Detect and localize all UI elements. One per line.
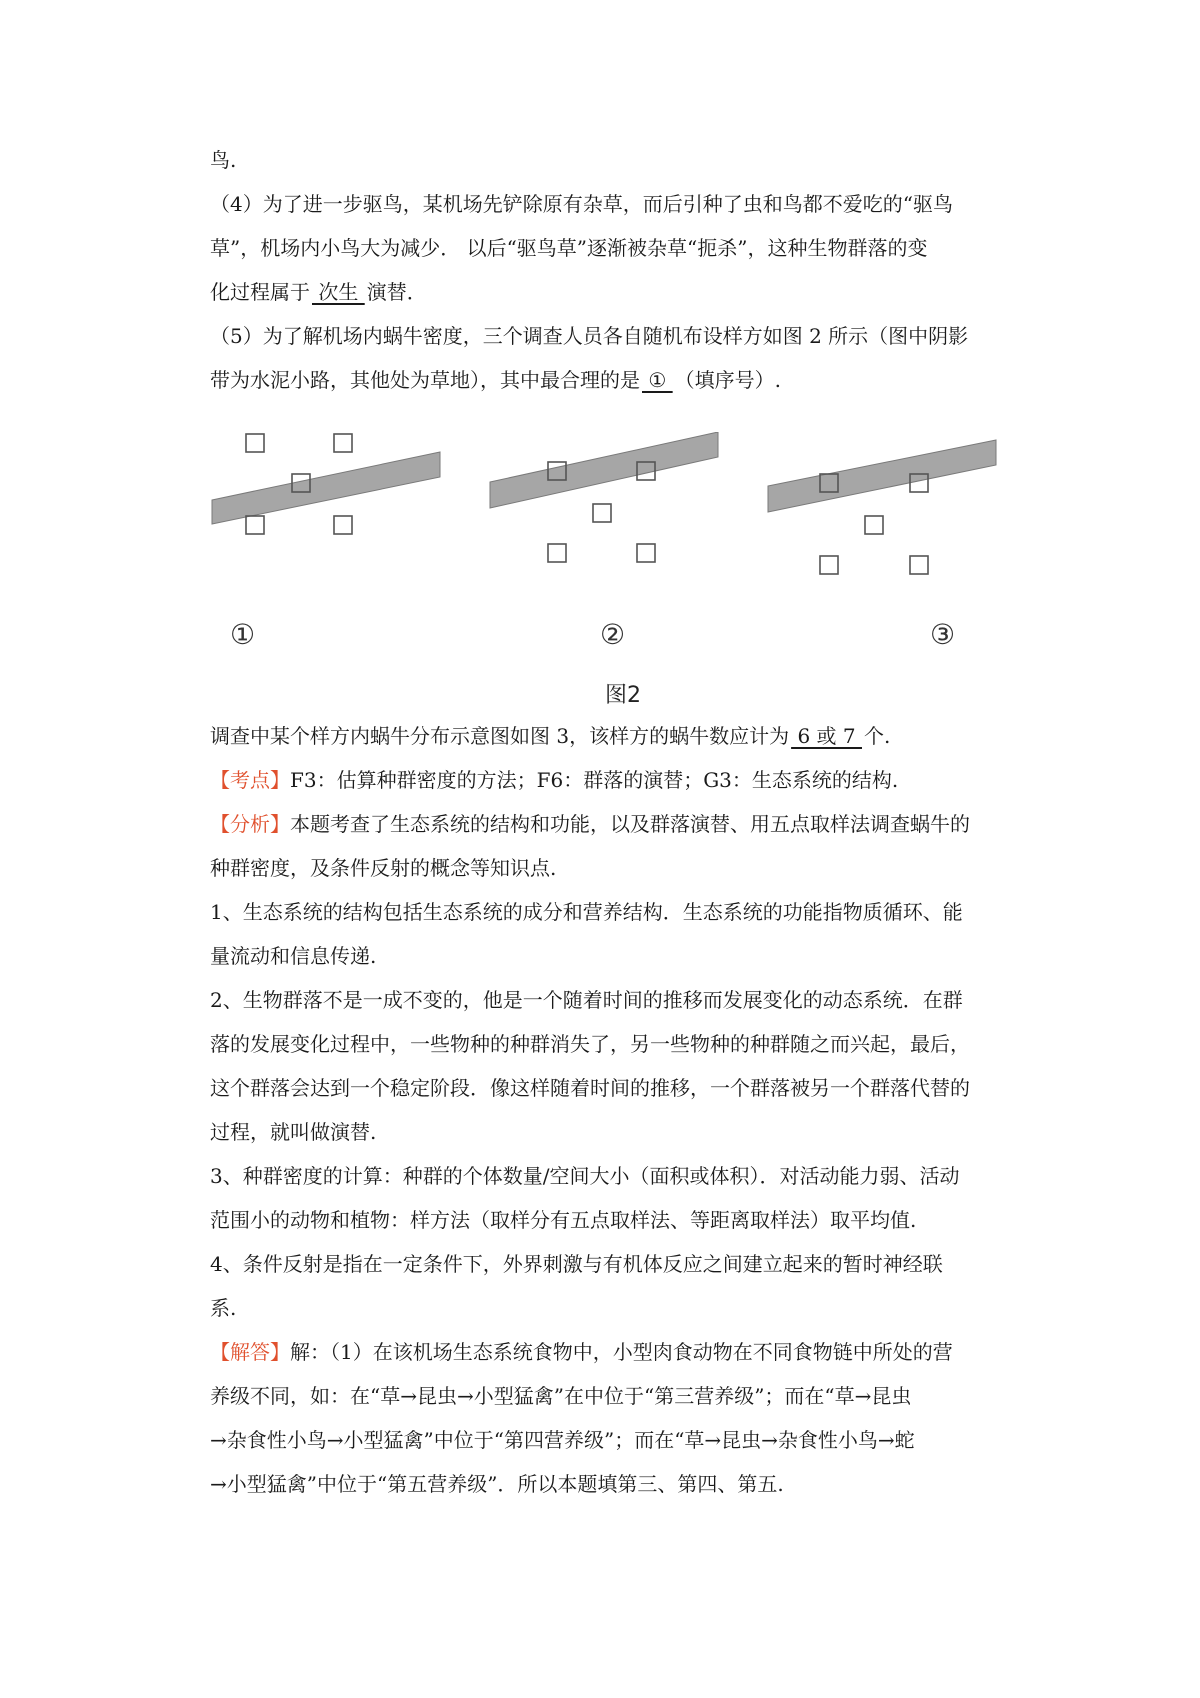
- road-strip: [212, 452, 440, 524]
- quadrat: [246, 434, 264, 452]
- quadrat: [246, 516, 264, 534]
- panel-label-2: ②: [600, 618, 626, 651]
- text-fragment: 调查中某个样方内蜗牛分布示意图如图 3，该样方的蜗牛数应计为: [210, 724, 790, 748]
- text-line: 范围小的动物和植物：样方法（取样分有五点取样法、等距离取样法）取平均值.: [210, 1208, 917, 1232]
- text-fragment: 演替．: [366, 280, 427, 304]
- text-line: →杂食性小鸟→小型猛禽”中位于“第四营养级”；而在“草→昆虫→杂食性小鸟→蛇: [210, 1428, 915, 1452]
- text-fragment: 解：（1）在该机场生态系统食物中，小型肉食动物在不同食物链中所处的营: [290, 1340, 953, 1364]
- answer-blank: ①: [642, 368, 673, 392]
- text-line: 养级不同，如：在“草→昆虫→小型猛禽”在中位于“第三营养级”；而在“草→昆虫: [210, 1384, 912, 1408]
- quadrat: [820, 556, 838, 574]
- quadrat: [593, 504, 611, 522]
- panel-2: [490, 432, 718, 562]
- text-line: 3、种群密度的计算：种群的个体数量/空间大小（面积或体积）．对活动能力弱、活动: [210, 1164, 960, 1188]
- text-line: 鸟.: [210, 148, 237, 172]
- kaodian-tag: 【考点】: [210, 768, 290, 792]
- figure-caption: 图2: [605, 683, 641, 708]
- quadrat: [637, 544, 655, 562]
- text-fragment: 带为水泥小路，其他处为草地），其中最合理的是: [210, 368, 640, 392]
- fenxi-line: [210, 810, 1010, 838]
- text-fragment: 本题考查了生态系统的结构和功能，以及群落演替、用五点取样法调查蜗牛的: [290, 812, 970, 836]
- text-line: 量流动和信息传递.: [210, 944, 377, 968]
- text-fragment: 个.: [863, 724, 891, 748]
- panel-label-1: ①: [230, 618, 256, 651]
- text-fragment: F3：估算种群密度的方法；F6：群落的演替；G3：生态系统的结构.: [290, 768, 899, 792]
- text-line: 这个群落会达到一个稳定阶段．像这样随着时间的推移，一个群落被另一个群落代替的: [210, 1076, 970, 1100]
- text-line: [210, 278, 1010, 306]
- figure-2: [200, 432, 1020, 712]
- kaodian-line: [210, 766, 1010, 794]
- answer-blank: 6 或 7: [791, 724, 862, 748]
- jieda-tag: 【解答】: [210, 1340, 290, 1364]
- question-5-line: （5）为了解机场内蜗牛密度，三个调查人员各自随机布设样方如图 2 所示（图中阴影: [210, 324, 969, 348]
- answer-blank: 次生: [312, 280, 365, 304]
- quadrat: [910, 556, 928, 574]
- text-line: 1、生态系统的结构包括生态系统的成分和营养结构．生态系统的功能指物质循环、能: [210, 900, 963, 924]
- text-line: 种群密度，及条件反射的概念等知识点.: [210, 856, 557, 880]
- quadrat: [865, 516, 883, 534]
- quadrat: [334, 434, 352, 452]
- quadrat: [334, 516, 352, 534]
- text-line: [210, 722, 1010, 750]
- road-strip: [490, 432, 718, 508]
- panel-1: [212, 434, 440, 534]
- text-fragment: 化过程属于: [210, 280, 310, 304]
- question-4-line: （4）为了进一步驱鸟，某机场先铲除原有杂草，而后引种了虫和鸟都不爱吃的“驱鸟: [210, 192, 953, 216]
- text-line: [210, 366, 1010, 394]
- text-line: 落的发展变化过程中，一些物种的种群消失了，另一些物种的种群随之而兴起，最后，: [210, 1032, 970, 1056]
- text-line: 草”，机场内小鸟大为减少． 以后“驱鸟草”逐渐被杂草“扼杀”，这种生物群落的变: [210, 236, 928, 260]
- text-line: 系.: [210, 1296, 237, 1320]
- figure-2-graphic: [200, 432, 1020, 682]
- text-fragment: （填序号）.: [674, 368, 782, 392]
- text-line: 2、生物群落不是一成不变的，他是一个随着时间的推移而发展变化的动态系统．在群: [210, 988, 963, 1012]
- text-line: 过程，就叫做演替.: [210, 1120, 377, 1144]
- panel-3: [768, 440, 996, 574]
- road-strip: [768, 440, 996, 512]
- quadrat: [548, 544, 566, 562]
- text-line: →小型猛禽”中位于“第五营养级”．所以本题填第三、第四、第五.: [210, 1472, 784, 1496]
- panel-label-3: ③: [930, 618, 956, 651]
- text-line: 4、条件反射是指在一定条件下，外界刺激与有机体反应之间建立起来的暂时神经联: [210, 1252, 943, 1276]
- fenxi-tag: 【分析】: [210, 812, 290, 836]
- jieda-line: [210, 1338, 1010, 1366]
